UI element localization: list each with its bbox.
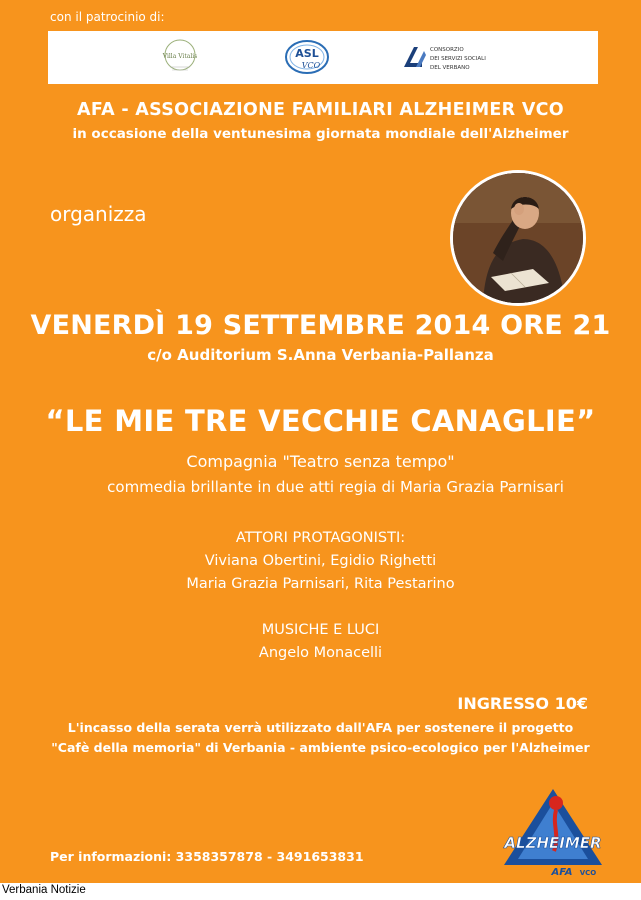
cast-line-2: Maria Grazia Parnisari, Rita Pestarino xyxy=(186,576,455,592)
consorzio-emblem-icon xyxy=(400,37,520,77)
cast-heading: ATTORI PROTAGONISTI: xyxy=(235,530,406,546)
asl-vco-logo xyxy=(283,37,331,77)
proceeds-note-line-2: "Cafè della memoria" di Verbania - ambiente psico-ecologico per l'Alzheimer xyxy=(51,740,590,755)
villa-vitalis-logo xyxy=(160,37,200,77)
consorzio-line-3: DEL VERBANO xyxy=(430,65,470,71)
contact-info: Per informazioni: 3358357878 - 3491653831 xyxy=(50,849,364,864)
organizer-subtitle: in occasione della ventunesima giornata mondiale dell'Alzheimer xyxy=(72,126,569,142)
asl-emblem-icon xyxy=(283,37,331,77)
asl-text: ASL xyxy=(295,47,319,60)
vco-word: VCO xyxy=(579,869,597,877)
organizza-label: organizza xyxy=(50,202,147,226)
event-date: VENERDÌ 19 SETTEMBRE 2014 ORE 21 xyxy=(30,310,611,341)
theatre-company: Compagnia "Teatro senza tempo" xyxy=(186,452,455,471)
villa-vitalis-emblem-icon xyxy=(160,37,200,77)
patronage-label: con il patrocinio di: xyxy=(50,10,165,24)
reading-woman-painting-icon xyxy=(453,173,583,303)
consorzio-line-2: DEI SERVIZI SOCIALI xyxy=(430,56,486,62)
admission-price: INGRESSO 10€ xyxy=(457,694,588,713)
alzheimer-word: ALZHEIMER xyxy=(504,834,602,852)
afa-alzheimer-logo xyxy=(498,785,608,880)
consorzio-logo xyxy=(400,37,520,77)
organizer-title: AFA - ASSOCIAZIONE FAMILIARI ALZHEIMER VCO xyxy=(77,100,564,120)
afa-word: AFA xyxy=(551,867,573,878)
consorzio-line-1: CONSORZIO xyxy=(430,47,464,53)
sponsor-logo-bar xyxy=(48,31,598,84)
source-caption: Verbania Notizie xyxy=(2,884,86,896)
portrait-painting xyxy=(450,170,586,306)
cast-line-1: Viviana Obertini, Egidio Righetti xyxy=(204,553,437,569)
show-description: commedia brillante in due atti regia di Maria Grazia Parnisari xyxy=(107,478,564,496)
show-title: “LE MIE TRE VECCHIE CANAGLIE” xyxy=(45,404,596,438)
music-credit: Angelo Monacelli xyxy=(258,645,383,661)
proceeds-note-line-1: L'incasso della serata verrà utilizzato dall'AFA per sostenere il progetto xyxy=(67,720,574,735)
asl-vco-text: VCO xyxy=(301,61,321,70)
alzheimer-triangle-icon xyxy=(498,785,608,880)
music-heading: MUSICHE E LUCI xyxy=(261,622,380,638)
event-venue: c/o Auditorium S.Anna Verbania-Pallanza xyxy=(147,346,494,364)
villa-vitalis-text: Villa Vitalis xyxy=(162,53,198,60)
